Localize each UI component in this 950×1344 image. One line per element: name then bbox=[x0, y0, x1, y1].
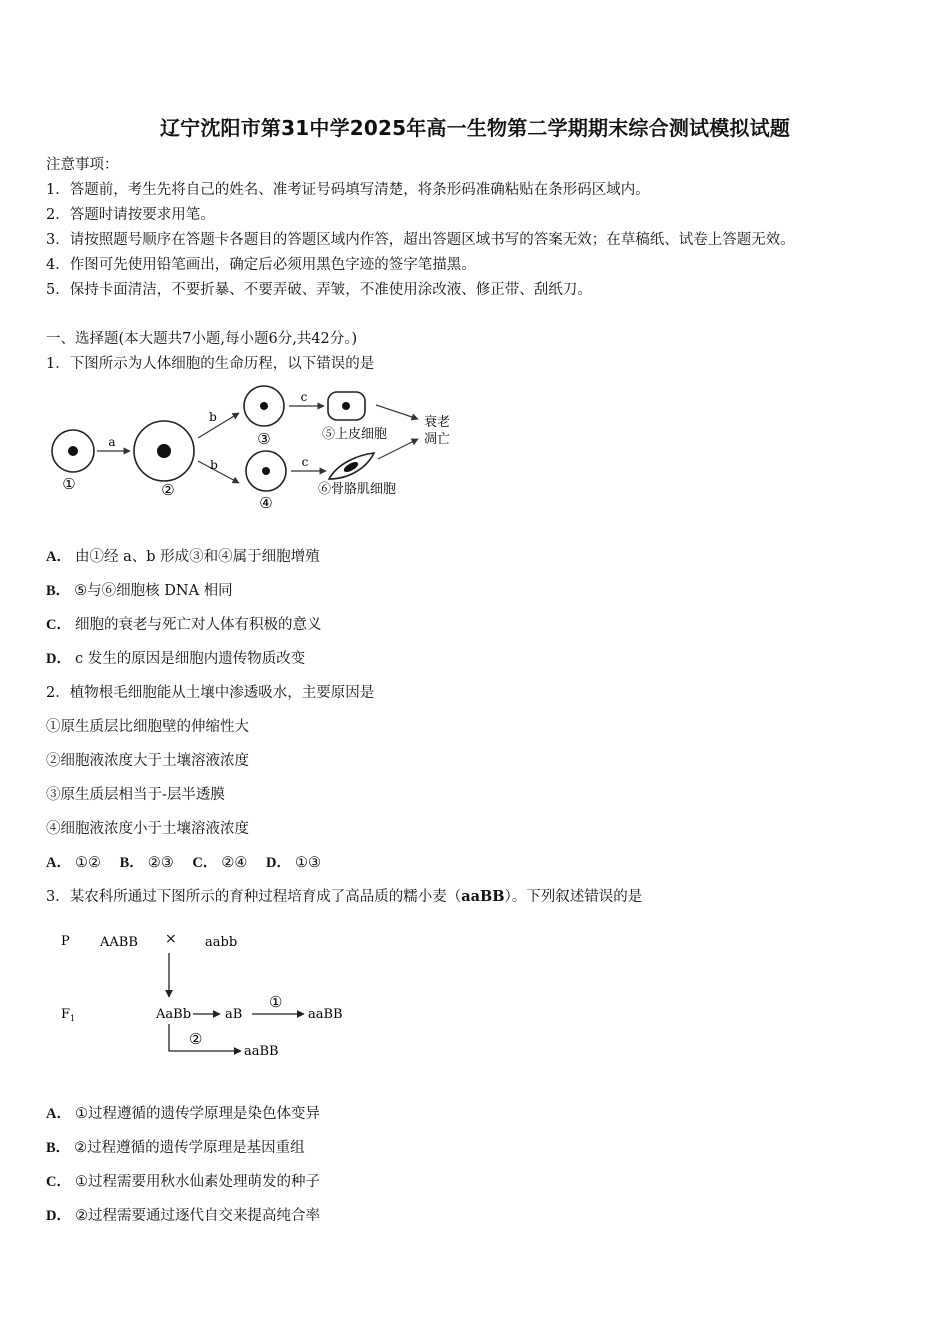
arrow-c-label-lower: c bbox=[301, 455, 309, 469]
aging-label: 衰老 bbox=[424, 415, 451, 430]
q2-choices: A． ①② B． ②③ C． ②④ D． ①③ bbox=[46, 855, 321, 871]
arrow-c-label-upper: c bbox=[300, 390, 308, 404]
q1-option-b: B． ⑤与⑥细胞核 DNA 相同 bbox=[46, 583, 233, 599]
page-title: 辽宁沈阳市第31中学2025年高一生物第二学期期末综合测试模拟试题 bbox=[159, 116, 791, 140]
notice-item: 4．作图可先使用铅笔画出，确定后必须用黑色字迹的签字笔描黑。 bbox=[46, 257, 476, 273]
q3-option-d: D． ②过程需要通过逐代自交来提高纯合率 bbox=[46, 1208, 320, 1224]
question-3-stem: 3．某农科所通过下图所示的育种过程培育成了高品质的糯小麦（aaBB）。下列叙述错误的是 bbox=[46, 888, 643, 905]
cell-1-label: ① bbox=[62, 475, 76, 493]
q1-option-c: C． 细胞的衰老与死亡对人体有积极的意义 bbox=[46, 617, 322, 633]
death-label: 凋亡 bbox=[424, 432, 451, 447]
epithelial-cell-label: ⑤上皮细胞 bbox=[322, 427, 388, 442]
arrow-b-label-lower: b bbox=[210, 458, 218, 472]
q2-item: ④细胞液浓度小于土壤溶液浓度 bbox=[46, 821, 249, 837]
question-2-stem: 2．植物根毛细胞能从土壤中渗透吸水，主要原因是 bbox=[46, 685, 375, 701]
q2-item: ③原生质层相当于-层半透膜 bbox=[46, 787, 225, 803]
notice-item: 1．答题前，考生先将自己的姓名、准考证号码填写清楚，将条形码准确粘贴在条形码区域内。 bbox=[46, 182, 650, 198]
cell-3-label: ③ bbox=[257, 430, 271, 448]
result-1-genotype: aaBB bbox=[308, 1007, 343, 1022]
f1-label: $F_1$ bbox=[61, 1007, 76, 1023]
cell-2-label: ② bbox=[161, 481, 175, 499]
arrow-a-label: a bbox=[108, 435, 116, 449]
q1-option-a: A． 由①经 a、b 形成③和④属于细胞增殖 bbox=[46, 549, 320, 565]
q2-item: ①原生质层比细胞壁的伸缩性大 bbox=[46, 719, 249, 735]
parent-aabb-dominant: AABB bbox=[100, 935, 138, 950]
notice-item: 5．保持卡面清洁，不要折暴、不要弄破、弄皱，不准使用涂改液、修正带、刮纸刀。 bbox=[46, 282, 592, 298]
gamete-genotype: aB bbox=[225, 1007, 243, 1022]
q1-option-d: D． c 发生的原因是细胞内遗传物质改变 bbox=[46, 651, 306, 667]
cross-symbol: × bbox=[165, 931, 177, 947]
notice-heading: 注意事项： bbox=[46, 157, 119, 173]
arrow-b-label-upper: b bbox=[209, 410, 217, 424]
notice-item: 2．答题时请按要求用笔。 bbox=[46, 207, 215, 223]
notice-item: 3．请按照题号顺序在答题卡各题目的答题区域内作答，超出答题区域书写的答案无效；在草稿纸、试卷上答题无效。 bbox=[46, 232, 795, 248]
result-2-genotype: aaBB bbox=[244, 1044, 279, 1059]
breeding-process-figure bbox=[55, 925, 355, 1065]
muscle-cell-label: ⑥骨胳肌细胞 bbox=[318, 482, 397, 497]
step-1-label: ① bbox=[269, 993, 283, 1011]
f1-genotype: AaBb bbox=[156, 1007, 192, 1022]
p-label: P bbox=[61, 934, 70, 949]
q3-option-c: C． ①过程需要用秋水仙素处理萌发的种子 bbox=[46, 1174, 320, 1190]
q2-item: ②细胞液浓度大于土壤溶液浓度 bbox=[46, 753, 249, 769]
cell-4-label: ④ bbox=[259, 494, 273, 512]
cell-life-history-figure bbox=[46, 383, 466, 518]
q3-option-b: B． ②过程遵循的遗传学原理是基因重组 bbox=[46, 1140, 305, 1156]
step-2-label: ② bbox=[189, 1030, 203, 1048]
question-1-stem: 1．下图所示为人体细胞的生命历程，以下错误的是 bbox=[46, 356, 375, 372]
q3-option-a: A． ①过程遵循的遗传学原理是染色体变异 bbox=[46, 1106, 320, 1122]
section-heading: 一、选择题(本大题共7小题,每小题6分,共42分。) bbox=[46, 331, 358, 347]
parent-aabb-recessive: aabb bbox=[205, 935, 238, 950]
